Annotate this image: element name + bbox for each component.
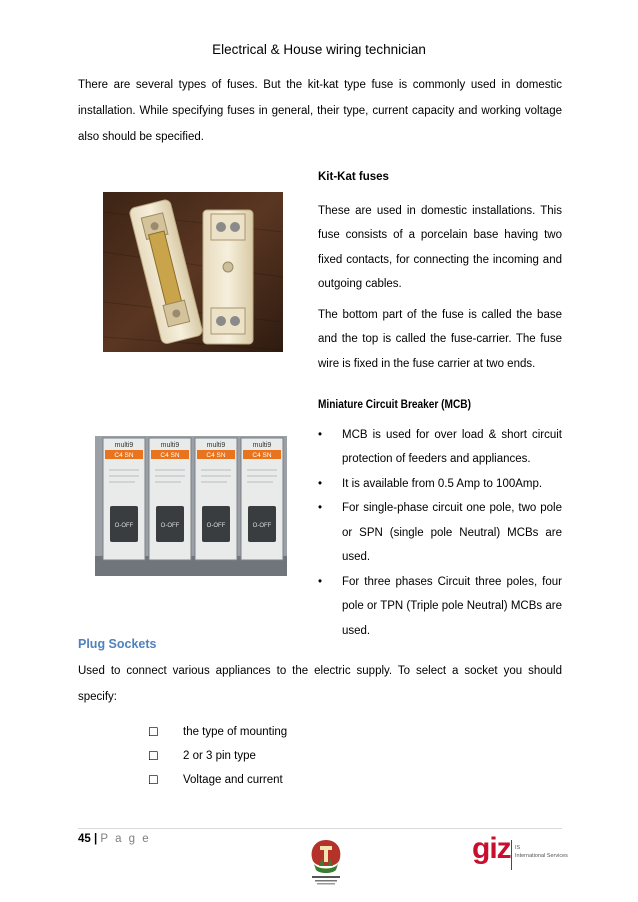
checkbox-icon: ☐ [148,749,159,763]
kitkat-paragraph-1: These are used in domestic installations. This fuse consists of a porcelain base having two fixed contacts, for connecting the incoming and outgoing cables. [318,204,562,290]
intro-paragraph: There are several types of fuses. But the kit-kat type fuse is commonly used in domestic installation. While specifying fuses in general, their type, current capacity and working voltage also should be specified. [78,79,562,143]
checkbox-icon: ☐ [148,773,159,787]
giz-logo: giz IS International Services [472,836,564,876]
mcb-unit [103,438,145,560]
svg-text:multi9: multi9 [252,442,272,449]
mcb-unit [149,438,191,560]
mcb-label: C4 SN [252,452,272,459]
footer-divider [78,828,562,829]
plug-sockets-heading: Plug Sockets [78,637,157,651]
list-item: • For three phases Circuit three poles, four pole or TPN (Triple pole Neutral) MCBs are used. [318,575,562,637]
mcb-unit [195,438,237,560]
list-item: • For single-phase circuit one pole, two pole or SPN (single pole Neutral) MCBs are used. [318,502,562,563]
list-item: • MCB is used for over load & short circuit protection of feeders and appliances. [318,428,562,465]
mcb-switch-label: O-OFF [114,523,134,529]
checkbox-icon: ☐ [148,725,159,739]
mcb-switch-label: O-OFF [160,523,180,529]
list-item: • It is available from 0.5 Amp to 100Amp. [318,477,543,490]
mcb-bullet-list [318,423,562,644]
giz-divider [511,840,512,870]
mcb-unit [241,438,283,560]
mcb-switch-label: O-OFF [252,523,272,529]
svg-text:multi9: multi9 [206,442,226,449]
mcb-label: C4 SN [114,452,134,459]
kitkat-fuse-photo [103,192,283,352]
plug-sockets-paragraph: Used to connect various appliances to the electric supply. To select a socket you should specify: [78,665,562,703]
kitkat-paragraph-2: The bottom part of the fuse is called the base and the top is called the fuse-carrier. The fuse wire is fixed in the fuse carrier at two ends. [318,308,562,370]
mcb-label: C4 SN [206,452,226,459]
svg-text:multi9: multi9 [114,442,134,449]
mcb-heading: Miniature Circuit Breaker (MCB) [318,399,471,411]
page-number: 45 | P a g e [78,833,151,845]
page-title: Electrical & House wiring technician [212,42,426,57]
svg-text:multi9: multi9 [160,442,180,449]
mcb-photo [95,436,287,576]
mcb-switch-label: O-OFF [206,523,226,529]
institute-emblem-logo [304,836,348,888]
mcb-label: C4 SN [160,452,180,459]
kitkat-heading: Kit-Kat fuses [318,171,389,183]
